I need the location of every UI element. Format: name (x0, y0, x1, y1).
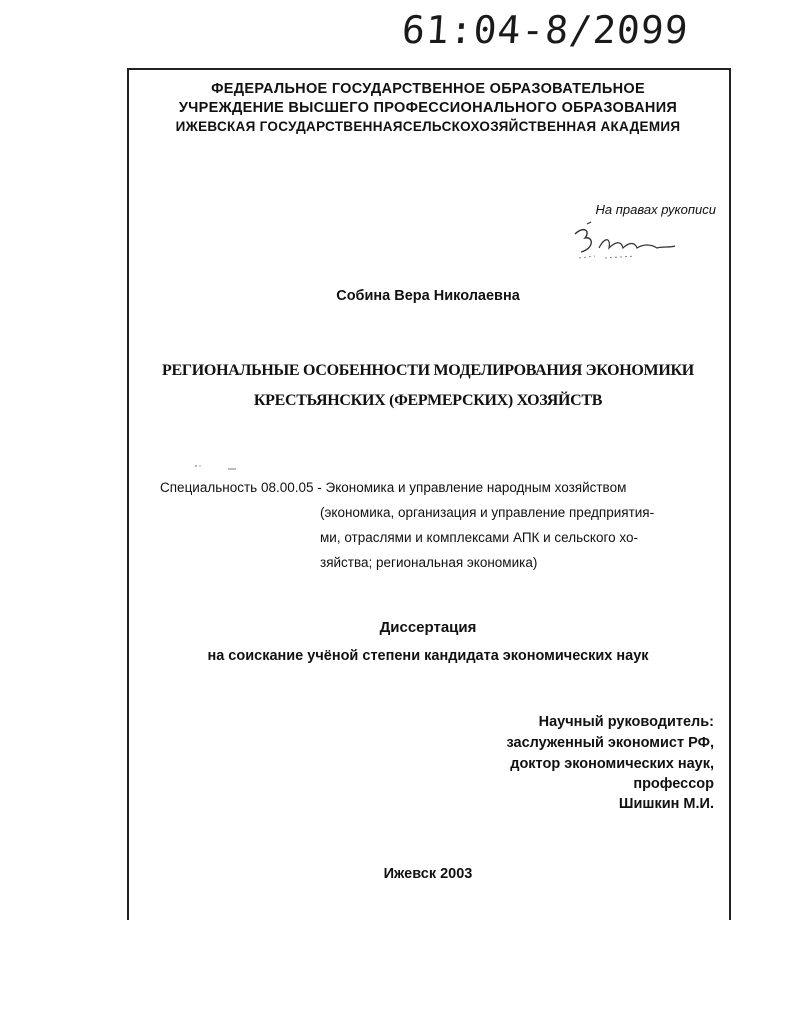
supervisor-title-2: доктор экономических наук, (510, 756, 714, 772)
dissertation-label: Диссертация (379, 619, 477, 636)
archive-code: 61:04-8/2099 (400, 8, 691, 52)
specialty-detail-3: зяйства; региональная экономика) (320, 555, 538, 570)
author-name: Собина Вера Николаевна (336, 288, 520, 304)
city-year: Ижевск 2003 (383, 866, 473, 882)
header-line-2: УЧРЕЖДЕНИЕ ВЫСШЕГО ПРОФЕССИОНАЛЬНОГО ОБРАЗОВАНИЯ (178, 100, 678, 116)
degree-line: на соискание учёной степени кандидата экономических наук (207, 648, 649, 664)
signature-icon (565, 218, 680, 262)
supervisor-name: Шишкин М.И. (618, 796, 714, 812)
manuscript-note: На правах рукописи (595, 202, 716, 217)
dissertation-title-line-2: КРЕСТЬЯНСКИХ (ФЕРМЕРСКИХ) ХОЗЯЙСТВ (253, 392, 603, 409)
scan-specks (190, 462, 250, 472)
supervisor-title-1: заслуженный экономист РФ, (506, 735, 714, 751)
dissertation-title-line-1: РЕГИОНАЛЬНЫЕ ОСОБЕННОСТИ МОДЕЛИРОВАНИЯ ЭКОНОМИКИ (162, 362, 694, 379)
specialty-detail-2: ми, отраслями и комплексами АПК и сельского хо- (320, 530, 638, 545)
specialty-detail-1: (экономика, организация и управление предприятия- (320, 505, 655, 520)
header-line-1: ФЕДЕРАЛЬНОЕ ГОСУДАРСТВЕННОЕ ОБРАЗОВАТЕЛЬНОЕ (211, 81, 645, 97)
supervisor-heading: Научный руководитель: (538, 714, 714, 730)
supervisor-title-3: профессор (633, 776, 714, 792)
header-line-3: ИЖЕВСКАЯ ГОСУДАРСТВЕННАЯСЕЛЬСКОХОЗЯЙСТВЕННАЯ АКАДЕМИЯ (175, 119, 681, 134)
specialty-line: Специальность 08.00.05 - Экономика и управление народным хозяйством (160, 480, 627, 495)
